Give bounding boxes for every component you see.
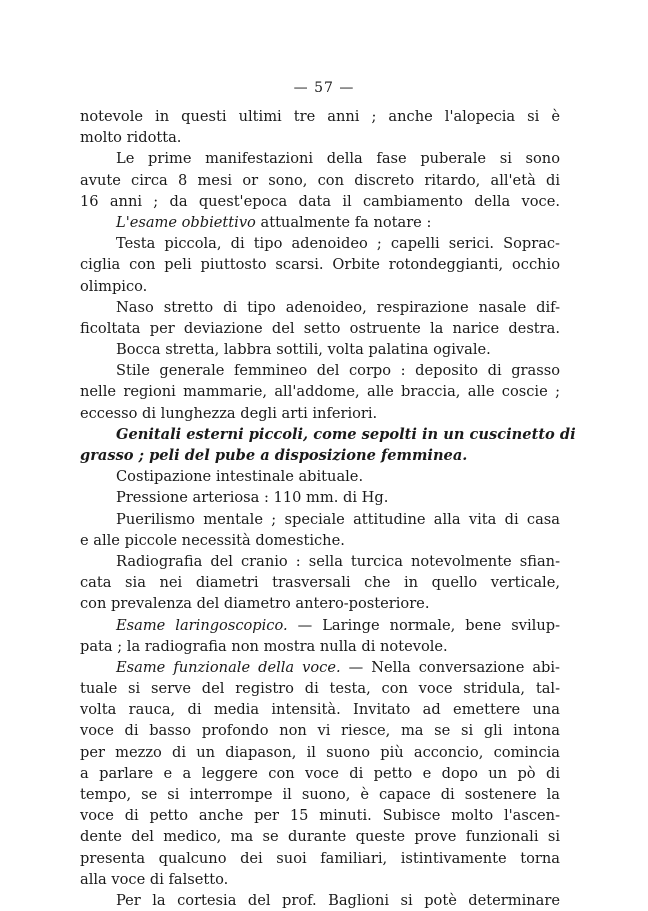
text-line: volta rauca, di media intensità. Invitato ad emettere una xyxy=(80,701,560,719)
text-line: alla voce di falsetto. xyxy=(80,870,229,888)
text-line: presenta qualcuno dei suoi familiari, istintivamente torna xyxy=(80,849,560,867)
text-line xyxy=(80,615,560,636)
text-span: — Nella conversazione abi- xyxy=(340,658,560,676)
text-line: olimpico. xyxy=(80,277,148,295)
body-text xyxy=(80,106,576,911)
text-line: per mezzo di un diapason, il suono più acconcio, comincia xyxy=(80,743,560,761)
italic-heading: Esame funzionale della voce. xyxy=(116,658,341,676)
italic-heading: Esame laringoscopico. xyxy=(116,616,288,634)
text-line: avute circa 8 mesi or sono, con discreto ritardo, all'età di xyxy=(80,171,560,189)
text-line: 16 anni ; da quest'epoca data il cambiamento della voce. xyxy=(80,192,560,210)
page-number: — 57 — xyxy=(293,80,355,96)
text-line: nelle regioni mammarie, all'addome, alle braccia, alle coscie ; xyxy=(80,383,560,401)
text-line: Le prime manifestazioni della fase puberale si sono xyxy=(116,150,560,168)
text-line: tuale si serve del registro di testa, con voce stridula, tal- xyxy=(80,680,560,698)
text-line: pata ; la radiografia non mostra nulla di notevole. xyxy=(80,637,448,655)
text-line: ficoltata per deviazione del setto ostruente la narice destra. xyxy=(80,319,560,337)
text-line: con prevalenza del diametro antero-posteriore. xyxy=(80,595,430,613)
text-line: a parlare e a leggere con voce di petto e dopo un pò di xyxy=(80,764,560,782)
text-line: Stile generale femmineo del corpo : deposito di grasso xyxy=(116,362,560,380)
text-span: — Laringe normale, bene svilup- xyxy=(287,616,561,634)
text-line: e alle piccole necessità domestiche. xyxy=(80,531,345,549)
text-line: ciglia con peli piuttosto scarsi. Orbite rotondeggianti, occhio xyxy=(80,256,560,274)
text-line: Naso stretto di tipo adenoideo, respirazione nasale dif- xyxy=(116,298,560,316)
text-line: dente del medico, ma se durante queste prove funzionali si xyxy=(80,828,560,846)
text-line xyxy=(80,657,560,678)
text-line: voce di basso profondo non vi riesce, ma se si gli intona xyxy=(80,722,560,740)
text-line: Radiografia del cranio : sella turcica notevolmente sfian- xyxy=(116,552,560,570)
text-line-emphasis: grasso ; peli del pube a disposizione femminea. xyxy=(80,447,468,464)
text-line-emphasis: Genitali esterni piccoli, come sepolti in un cuscinetto di xyxy=(116,425,576,443)
text-span: attualmente fa notare : xyxy=(255,213,432,231)
text-line: cata sia nei diametri trasversali che in quello verticale, xyxy=(80,574,560,592)
text-line: Per la cortesia del prof. Baglioni si potè determinare xyxy=(116,891,560,909)
text-line: molto ridotta. xyxy=(80,129,182,147)
text-line: notevole in questi ultimi tre anni ; anche l'alopecia si è xyxy=(80,108,560,125)
text-line xyxy=(80,212,560,233)
text-line: Costipazione intestinale abituale. xyxy=(116,468,364,486)
text-line: Bocca stretta, labbra sottili, volta palatina ogivale. xyxy=(116,341,491,359)
text-line: voce di petto anche per 15 minuti. Subisce molto l'ascen- xyxy=(80,807,560,825)
text-line: tempo, se si interrompe il suono, è capace di sostenere la xyxy=(80,786,560,803)
text-line: eccesso di lunghezza degli arti inferiori. xyxy=(80,404,378,422)
text-line: Puerilismo mentale ; speciale attitudine alla vita di casa xyxy=(116,510,560,528)
text-line: Pressione arteriosa : 110 mm. di Hg. xyxy=(116,489,389,507)
italic-heading: L'esame obbiettivo xyxy=(116,213,256,231)
text-line: Testa piccola, di tipo adenoideo ; capelli serici. Soprac- xyxy=(116,235,560,253)
